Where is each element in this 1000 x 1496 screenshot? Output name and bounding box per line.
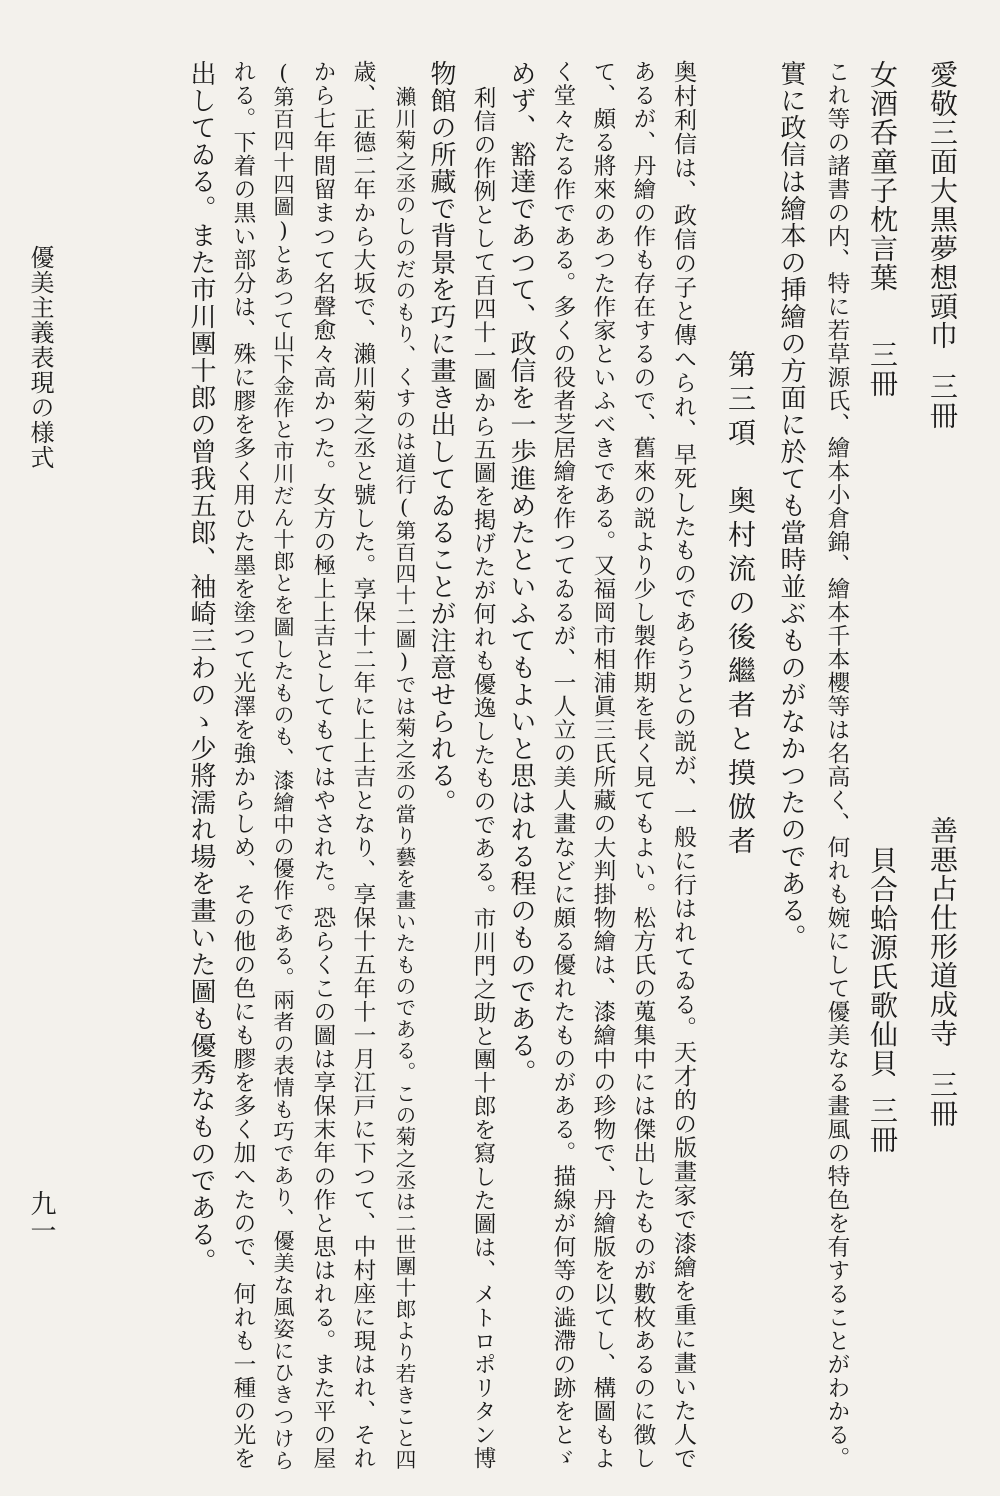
paragraph-line: あるが、丹繪の作も存在するので、舊來の説より少し製作期を長く見てもよい。松方氏の蒐集中には傑出したものが數枚あるのに徴し bbox=[630, 60, 656, 1470]
page-number: 九一 bbox=[26, 1190, 56, 1244]
paragraph-line: 出してゐる。また市川團十郎の曾我五郎、袖崎三わのゝ少將濡れ場を畫いた圖も優秀なものである。 bbox=[186, 60, 216, 1275]
section-heading: 第三項 奥村流の後繼者と摸倣者 bbox=[724, 350, 757, 860]
paragraph-line: めず、豁達であつて、政信を一歩進めたといふてもよいと思はれる程のものである。 bbox=[506, 60, 536, 1086]
book-list-item bbox=[926, 816, 959, 1128]
book-title: 善悪占仕形道成寺 bbox=[926, 816, 959, 1048]
book-title: 女酒呑童子枕言葉 bbox=[866, 60, 899, 292]
paragraph-line: て、頗る將來のあつた作家といふべきである。又福岡市相浦眞三氏所藏の大判掛物繪は、漆繪中の珍物で、丹繪版を以てし、構圖もよ bbox=[590, 60, 616, 1470]
running-title: 優美主義表現の様式 bbox=[26, 245, 54, 470]
paragraph-line: これ等の諸書の内、特に若草源氏、繪本小倉錦、繪本千本櫻等は名高く、何れも婉にして優美なる畫風の特色を有することがわかる。 bbox=[824, 60, 850, 1470]
book-title: 愛敬三面大黒夢想頭巾 bbox=[926, 60, 959, 350]
book-volumes: 三冊 bbox=[866, 1096, 899, 1154]
paragraph-line: 實に政信は繪本の挿繪の方面に於ても當時並ぶものがなかつたのである。 bbox=[776, 60, 806, 951]
paragraph-line: れる。下着の黒い部分は、殊に膠を多く用ひた墨を塗つて光澤を強からしめ、その他の色にも膠を多く加へたので、何れも一種の光を bbox=[230, 60, 256, 1470]
book-volumes: 三冊 bbox=[866, 340, 899, 398]
book-title: 貝合蛤源氏歌仙貝 bbox=[866, 846, 899, 1078]
paragraph-line: 利信の作例として百四十一圖から五圖を掲げたが何れも優逸したものである。市川門之助と團十郎を寫した圖は、メトロポリタン博 bbox=[470, 86, 496, 1471]
paragraph-line: (第百四十四圖)とあつて山下金作と市川だん十郎とを圖したものも、漆繪中の優作である。兩者の表情も巧であり、優美な風姿にひきつけら bbox=[271, 60, 296, 1472]
paragraph-line: から七年間留まつて名聲愈々高かつた。女方の極上上吉としてもてはやされた。恐らくこの圖は享保末年の作と思はれる。また平の屋 bbox=[310, 60, 336, 1470]
paragraph-line: く堂々たる作である。多くの役者芝居繪を作つてゐるが、一人立の美人畫などに頗る優れたものがある。描線が何等の澁滯の跡をとゞ bbox=[550, 60, 576, 1470]
book-volumes: 三冊 bbox=[926, 372, 959, 430]
paragraph-line: 瀨川菊之丞のしのだのもり、くすのは道行(第百四十二圖)では菊之丞の當り藝を畫いたものである。この菊之丞は二世團十郎より若きこと四 bbox=[392, 86, 416, 1471]
paragraph-line: 奥村利信は、政信の子と傳へられ、早死したものであらうとの説が、一般に行はれてゐる。天才的の版畫家で漆繪を重に畫いた人で bbox=[670, 60, 696, 1471]
paragraph-line: 物館の所藏で背景を巧に畫き出してゐることが注意せられる。 bbox=[426, 60, 456, 816]
book-volumes: 三冊 bbox=[926, 1070, 959, 1128]
book-list-item bbox=[866, 846, 899, 1154]
book-list-item bbox=[926, 60, 959, 430]
paragraph-line: 歳、正德二年から大坂で、瀨川菊之丞と號した。享保十二年に上上吉となり、享保十五年十一月江戸に下つて、中村座に現はれ、それ bbox=[350, 60, 376, 1470]
book-list-item bbox=[866, 60, 899, 398]
